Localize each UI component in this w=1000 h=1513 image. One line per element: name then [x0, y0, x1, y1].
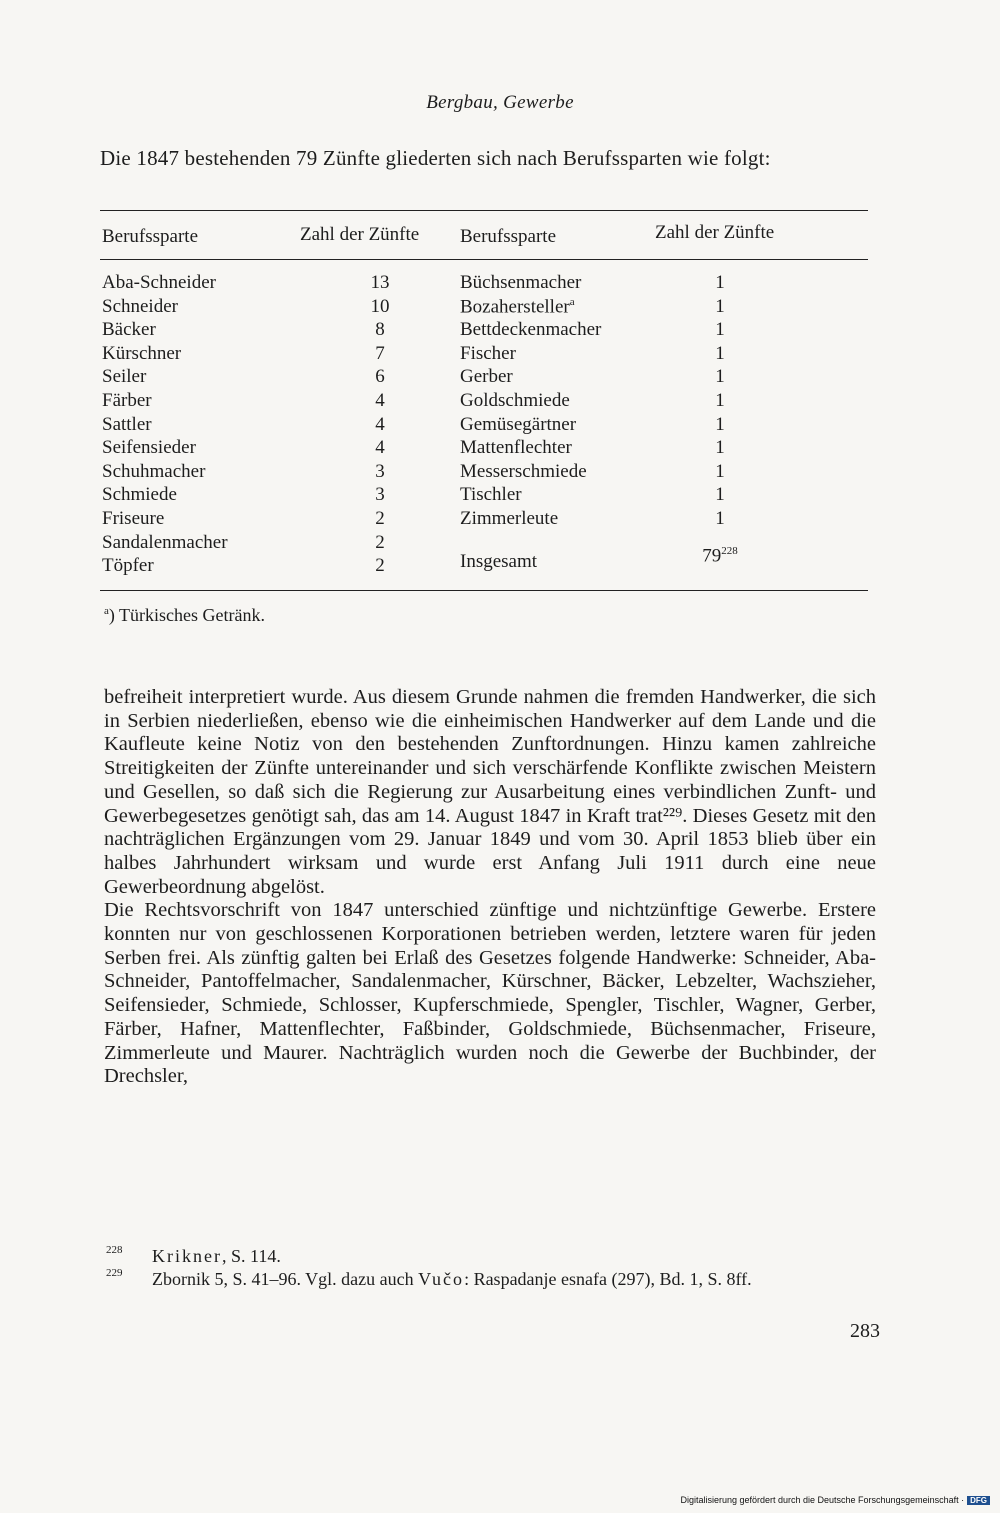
berufssparte-cell: Bettdeckenmacher [460, 319, 602, 341]
zahl-cell: 13 [370, 272, 390, 293]
berufssparte-cell: Färber [102, 390, 152, 411]
zahl-cell: 4 [375, 413, 385, 435]
berufssparte-cell: Fischer [460, 342, 516, 364]
table-row [0, 414, 1000, 438]
footnote-text: , S. 114. [221, 1246, 281, 1266]
total-value: $79^{228}$ [702, 545, 738, 567]
footnote-229 [106, 1269, 906, 1292]
berufssparte-cell: Töpfer [102, 555, 154, 577]
dfg-notice [680, 1495, 990, 1505]
berufssparte-cell: Gemüsegärtner [460, 413, 577, 435]
zahl-cell: 1 [715, 484, 725, 506]
berufssparte-cell: Goldschmiede [460, 390, 570, 411]
zahl-cell: 1 [715, 319, 725, 341]
dfg-logo-icon: DFG [967, 1496, 990, 1505]
body-text [104, 686, 876, 1089]
zahl-cell: 4 [375, 437, 385, 459]
table-header-rule [100, 259, 868, 260]
berufssparte-cell: Seiler [102, 366, 147, 388]
table-row [0, 272, 1000, 296]
zahl-cell: 2 [375, 555, 385, 577]
berufssparte-cell: Bozahersteller$^a$ [460, 295, 575, 317]
footnote-author: Krikner [152, 1246, 222, 1266]
berufssparte-cell: Sandalenmacher [102, 531, 228, 553]
zahl-cell: 3 [375, 460, 385, 482]
table-row [0, 437, 1000, 461]
paragraph-1: befreiheit interpretiert wurde. Aus diesem Grunde nahmen die fremden Handwerker, die sich in Serbien niederließen, ebenso wie die einheimischen Handwerker auf dem Lande und die Kaufleute keine Notiz von den bestehenden Zunftordnungen. Hinzu kamen zahlreiche Streitigkeiten der Zünfte untereinander und sich verschärfende Konflikte zwischen Meistern und Gesellen, so daß sich die Regierung zur Ausarbeitung eines verbindlichen Zunft- und Gewerbegesetzes genötigt sah, das am 14. August 1847 in Kraft trat²²⁹. Dieses Gesetz mit den nachträglichen Ergänzungen vom 29. Januar 1849 und vom 30. April 1853 blieb über ein halbes Jahrhundert wirksam und wurde erst Anfang Juli 1911 durch eine neue Gewerbeordnung abgelöst. [104, 686, 876, 898]
zahl-cell: 4 [375, 390, 385, 411]
footnote-pre: Zbornik 5, S. 41–96. Vgl. dazu auch [152, 1269, 419, 1289]
table-row [0, 484, 1000, 508]
berufssparte-cell: Tischler [460, 484, 522, 506]
zahl-cell: 10 [370, 295, 390, 317]
zahl-cell: 1 [715, 390, 725, 411]
table-row [0, 296, 1000, 320]
table-footnote [104, 605, 265, 626]
zahl-cell: 1 [715, 366, 725, 388]
zahl-cell: 8 [375, 319, 385, 341]
table-top-rule [100, 210, 868, 211]
berufssparte-cell: Kürschner [102, 342, 182, 364]
zahl-cell: 1 [715, 437, 725, 459]
footnote-228 [106, 1246, 906, 1269]
table-row [0, 366, 1000, 390]
berufssparte-cell: Schuhmacher [102, 460, 206, 482]
table-row [0, 390, 1000, 414]
table-row [0, 461, 1000, 485]
zahl-cell: 1 [715, 342, 725, 364]
zahl-cell: 1 [715, 413, 725, 435]
header-zahl-right: Zahl der Zünfte [655, 222, 775, 243]
footnote-number: 229 [106, 1267, 123, 1279]
total-label: Insgesamt [460, 551, 538, 573]
zahl-cell: 1 [715, 295, 725, 317]
berufssparte-cell: Büchsenmacher [460, 272, 582, 293]
berufssparte-cell: Mattenflechter [460, 437, 572, 459]
berufssparte-cell: Gerber [460, 366, 513, 388]
table-row [0, 343, 1000, 367]
zahl-cell: 1 [715, 272, 725, 293]
berufssparte-cell: Messerschmiede [460, 460, 587, 482]
table-bottom-rule [100, 590, 868, 591]
zahl-cell: 3 [375, 484, 385, 506]
paragraph-2: Die Rechtsvorschrift von 1847 unterschied zünftige und nichtzünftige Gewerbe. Erstere konnten nur von geschlossenen Korporationen betrieben werden, letztere waren für jeden Serben frei. Als zünftig galten bei Erlaß des Gesetzes folgende Handwerke: Schneider, Aba-Schneider, Pantoffelmacher, Sandalenmacher, Kürschner, Bäcker, Lebzelter, Wachszieher, Seifensieder, Schmiede, Schlosser, Kupferschmiede, Spengler, Tischler, Wagner, Gerber, Färber, Hafner, Mattenflechter, Faßbinder, Goldschmiede, Büchsenmacher, Friseure, Zimmerleute und Maurer. Nachträglich wurden noch die Gewerbe der Buchbinder, der Drechsler, [104, 899, 876, 1088]
dfg-notice-text: Digitalisierung gefördert durch die Deutsche Forschungsgemeinschaft · [680, 1495, 965, 1505]
table-footnote-text: ) Türkisches Getränk. [108, 605, 266, 625]
zahl-cell: 1 [715, 460, 725, 482]
zahl-cell: 2 [375, 508, 385, 529]
cell-footnote-mark: a [569, 295, 575, 308]
table-row [0, 508, 1000, 532]
berufssparte-cell: Schneider [102, 295, 178, 317]
table-row [0, 319, 1000, 343]
header-berufssparte-right: Berufssparte [460, 226, 557, 247]
footnote-author: Vučo [418, 1269, 465, 1289]
berufssparte-cell: Bäcker [102, 319, 156, 341]
header-berufssparte-left: Berufssparte [102, 226, 199, 247]
berufssparte-cell: Aba-Schneider [102, 272, 216, 293]
berufssparte-cell: Schmiede [102, 484, 177, 506]
berufssparte-cell: Zimmerleute [460, 508, 559, 529]
intro-sentence: Die 1847 bestehenden 79 Zünfte gliederten sich nach Berufssparten wie folgt: [100, 146, 771, 170]
total-row [0, 545, 1000, 575]
table-footnote-mark: a [104, 605, 109, 617]
footnote-text: : Raspadanje esnafa (297), Bd. 1, S. 8ff. [464, 1269, 752, 1289]
zahl-cell: 7 [375, 342, 385, 364]
berufssparte-cell: Friseure [102, 508, 165, 529]
berufssparte-cell: Seifensieder [102, 437, 196, 459]
berufssparte-cell: Sattler [102, 413, 152, 435]
zahl-cell: 6 [375, 366, 385, 388]
running-head: Bergbau, Gewerbe [426, 92, 574, 113]
footnote-number: 228 [106, 1244, 123, 1256]
total-footnote-ref: 228 [721, 545, 738, 558]
zahl-cell: 2 [375, 531, 385, 553]
header-zahl-left: Zahl der Zünfte [300, 224, 420, 245]
zahl-cell: 1 [715, 508, 725, 529]
footnotes [106, 1246, 906, 1292]
page-number: 283 [850, 1320, 880, 1342]
